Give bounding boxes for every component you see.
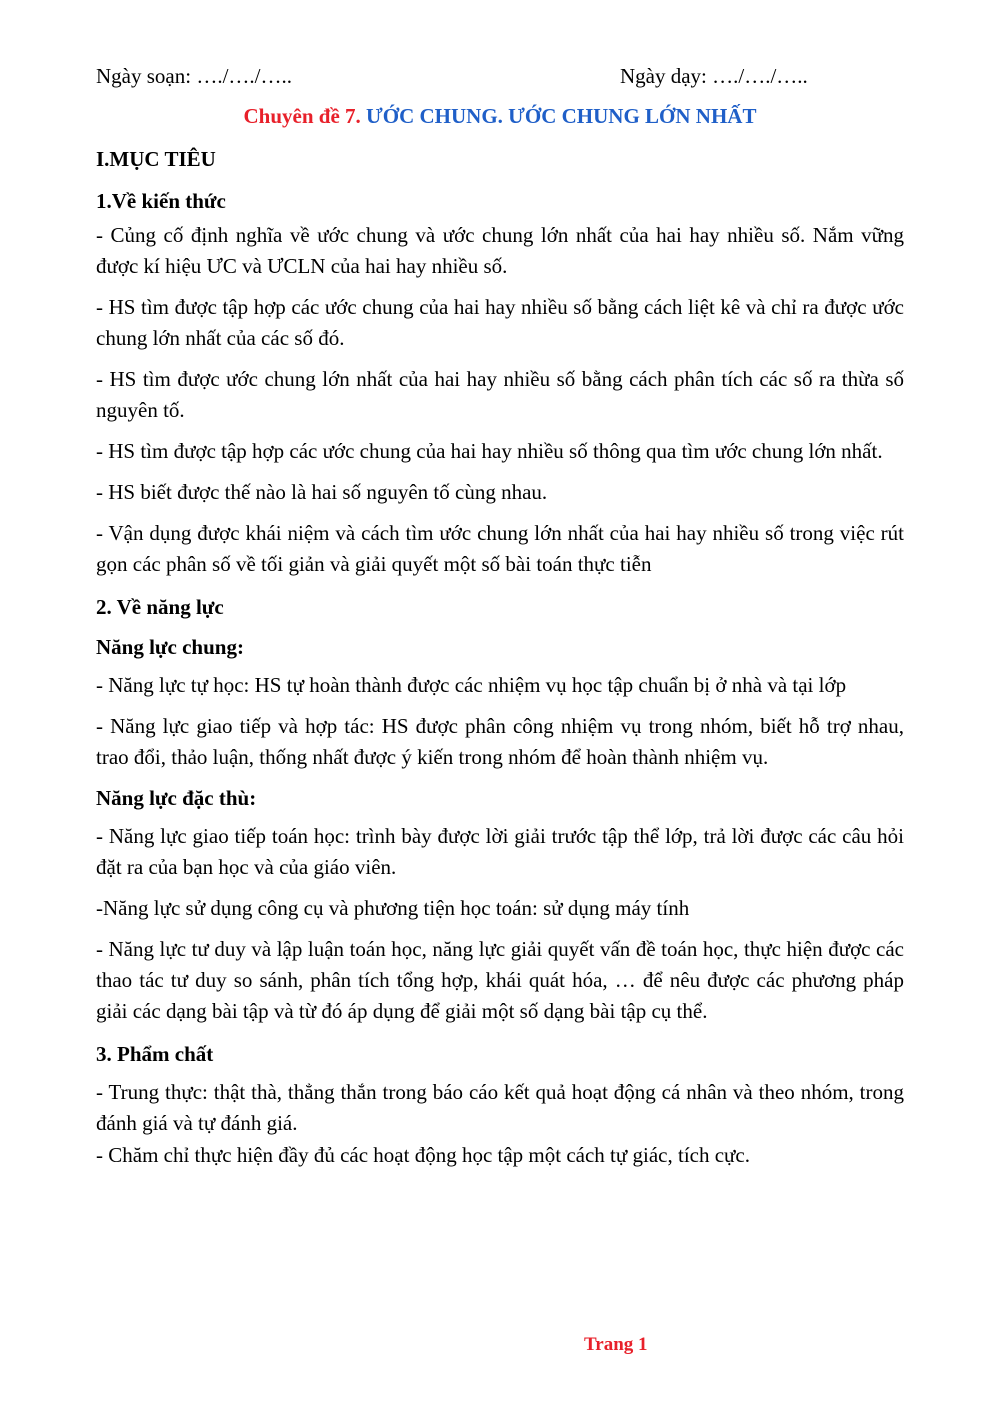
qualities-item: - Chăm chỉ thực hiện đầy đủ các hoạt động học tập một cách tự giác, tích cực.	[96, 1143, 751, 1167]
teaching-date: Ngày dạy: …./…./…..	[620, 64, 808, 88]
specific-competence-item: - Năng lực giao tiếp toán học: trình bày được lời giải trước tập thể lớp, trả lời được các câu hỏi đặt ra của bạn học và của giáo viên.	[96, 824, 904, 879]
heading-knowledge: 1.Về kiến thức	[96, 189, 226, 213]
general-competence-item: - Năng lực giao tiếp và hợp tác: HS được phân công nhiệm vụ trong nhóm, biết hỗ trợ nhau, trao đổi, thảo luận, thống nhất được ý kiến trong nhóm để hoàn thành nhiệm vụ.	[96, 714, 904, 769]
document-title	[96, 102, 904, 130]
knowledge-item: - Vận dụng được khái niệm và cách tìm ước chung lớn nhất của hai hay nhiều số trong việc rút gọn các phân số về tối giản và giải quyết một số bài toán thực tiễn	[96, 521, 904, 576]
knowledge-item: - HS biết được thế nào là hai số nguyên tố cùng nhau.	[96, 480, 548, 504]
knowledge-item: - Củng cố định nghĩa về ước chung và ước chung lớn nhất của hai hay nhiều số. Nắm vững được kí hiệu ƯC và ƯCLN của hai hay nhiều số.	[96, 223, 904, 278]
heading-qualities: 3. Phẩm chất	[96, 1042, 214, 1066]
knowledge-item: - HS tìm được tập hợp các ước chung của hai hay nhiều số thông qua tìm ước chung lớn nhất.	[96, 439, 883, 463]
prepared-date: Ngày soạn: …./…./…..	[96, 64, 292, 88]
specific-competence-item: - Năng lực tư duy và lập luận toán học, năng lực giải quyết vấn đề toán học, thực hiện được các thao tác tư duy so sánh, phân tích tổng hợp, khái quát hóa, … để nêu được các phương pháp giải các dạng bài tập và từ đó áp dụng để giải một số dạng bài tập cụ thể.	[96, 937, 904, 1023]
page-number: Trang 1	[584, 1334, 648, 1355]
knowledge-item: - HS tìm được tập hợp các ước chung của hai hay nhiều số bằng cách liệt kê và chỉ ra được ước chung lớn nhất của các số đó.	[96, 295, 904, 350]
general-competence-item: - Năng lực tự học: HS tự hoàn thành được các nhiệm vụ học tập chuẩn bị ở nhà và tại lớp	[96, 673, 847, 697]
title-label: Chuyên đề 7.	[243, 104, 361, 128]
heading-competence: 2. Về năng lực	[96, 595, 224, 619]
section-heading-objectives: I.MỤC TIÊU	[96, 147, 216, 171]
title-topic: ƯỚC CHUNG. ƯỚC CHUNG LỚN NHẤT	[366, 104, 757, 128]
heading-general-competence: Năng lực chung:	[96, 635, 244, 659]
heading-specific-competence: Năng lực đặc thù:	[96, 786, 257, 810]
knowledge-item: - HS tìm được ước chung lớn nhất của hai hay nhiều số bằng cách phân tích các số ra thừa số nguyên tố.	[96, 367, 904, 422]
specific-competence-item: -Năng lực sử dụng công cụ và phương tiện học toán: sử dụng máy tính	[96, 896, 690, 920]
qualities-item: - Trung thực: thật thà, thẳng thắn trong báo cáo kết quả hoạt động cá nhân và theo nhóm, trong đánh giá và tự đánh giá.	[96, 1080, 904, 1135]
document-page	[96, 60, 904, 1171]
date-line	[96, 60, 904, 94]
